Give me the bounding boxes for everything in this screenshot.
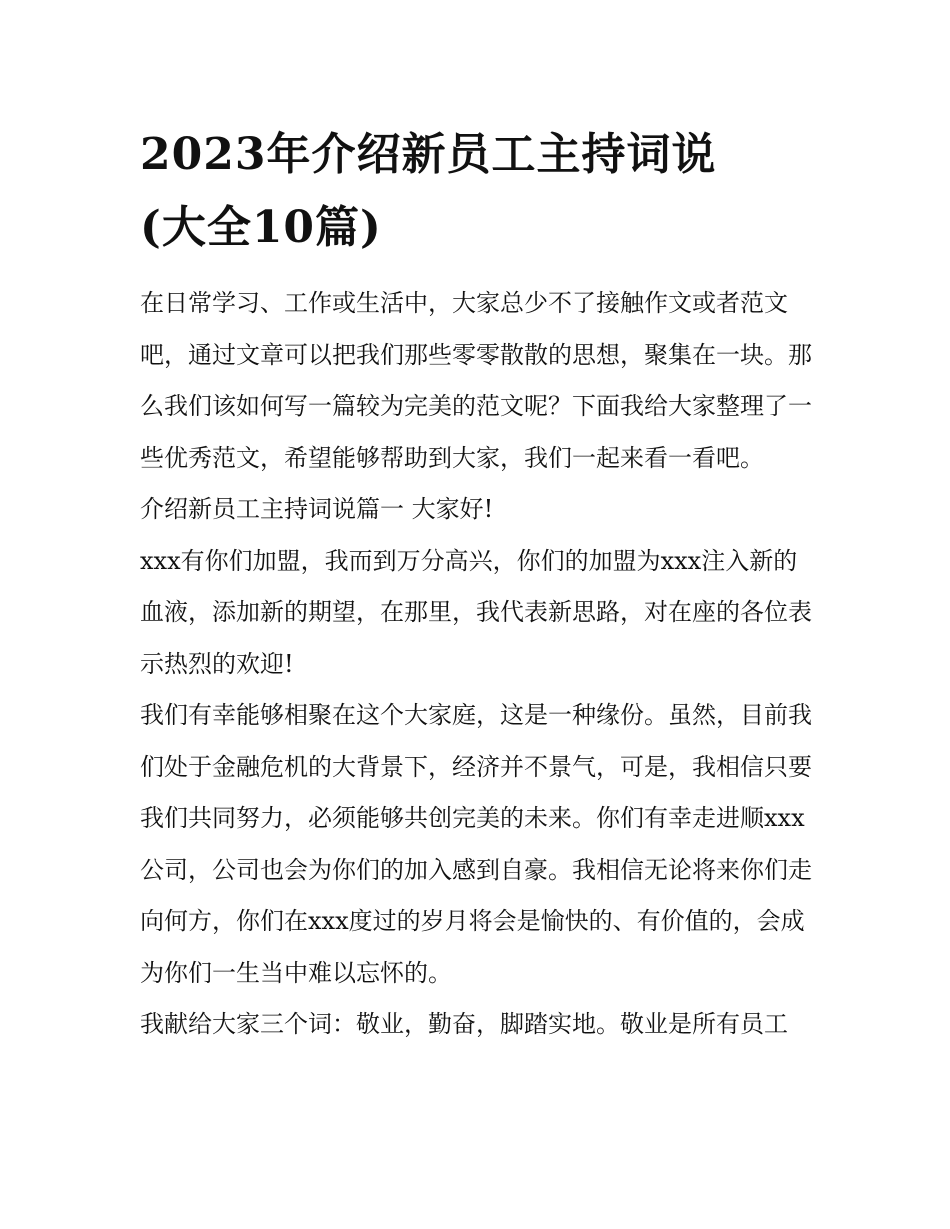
section-heading: 介绍新员工主持词说篇一 大家好! [140, 495, 494, 523]
title-line-1: 2023年介绍新员工主持词说 [140, 129, 717, 180]
document-page [140, 118, 820, 1051]
title-line-2: (大全10篇) [140, 202, 382, 253]
body-paragraph: 我献给大家三个词：敬业，勤奋，脚踏实地。敬业是所有员工 [140, 1010, 788, 1038]
intro-paragraph: 在日常学习、工作或生活中，大家总少不了接触作文或者范文吧，通过文章可以把我们那些零零散散的思想，聚集在一块。那么我们该如何写一篇较为完美的范文呢？下面我给大家整理了一些优秀范文，希望能够帮助到大家，我们一起来看一看吧。 [140, 289, 812, 472]
body-paragraph: xxx有你们加盟，我而到万分高兴，你们的加盟为xxx注入新的血液，添加新的期望，在那里，我代表新思路，对在座的各位表示热烈的欢迎! [140, 546, 812, 678]
document-title [140, 118, 820, 264]
body-paragraph: 我们有幸能够相聚在这个大家庭，这是一种缘份。虽然，目前我们处于金融危机的大背景下，经济并不景气，可是，我相信只要我们共同努力，必须能够共创完美的未来。你们有幸走进顺xxx公司，公司也会为你们的加入感到自豪。我相信无论将来你们走向何方，你们在xxx度过的岁月将会是愉快的、有价值的，会成为你们一生当中难以忘怀的。 [140, 701, 812, 987]
